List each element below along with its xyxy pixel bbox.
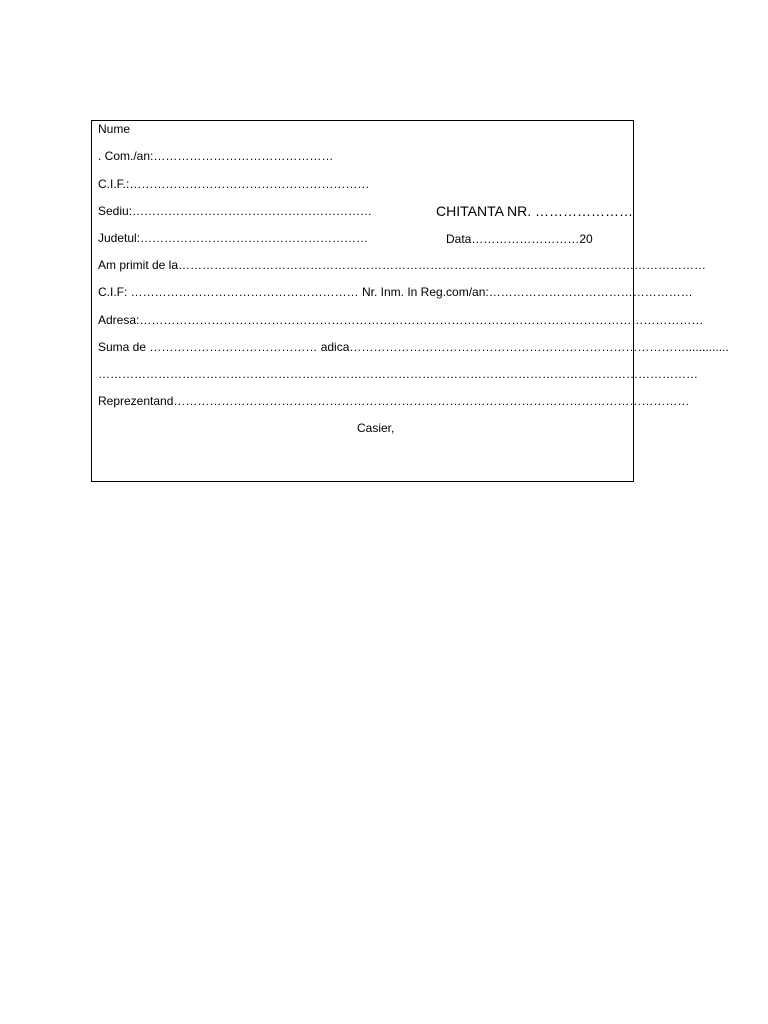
am-primit-field: Am primit de la……………………………………………………………………………………………………………………	[98, 258, 707, 272]
receipt-title: CHITANTA NR. …………………	[436, 203, 634, 219]
cif-field: C.I.F.:……………………………………………………	[98, 177, 370, 191]
reprezentand-field: Reprezentand…………………………………………………………………………………………………………………	[98, 394, 690, 408]
com-an-field: . Com./an:………………………………………	[98, 149, 334, 163]
receipt-form	[91, 120, 729, 482]
judetul-field: Judetul:…………………………………………………	[98, 231, 369, 245]
date-field: Data………………………20	[446, 232, 593, 246]
cif-nr-inm-field: C.I.F: ………………………………………………… Nr. Inm. In Reg.com/an:……………………………………………	[98, 285, 693, 299]
suma-field: Suma de …………………………………… adica………………………………………………………………………….............	[98, 340, 729, 354]
casier-label: Casier,	[357, 421, 395, 435]
nume-field: Nume	[98, 122, 131, 136]
adresa-field: Adresa:……………………………………………………………………………………………………………………………	[98, 313, 704, 327]
sediu-field: Sediu:……………………………………………………	[98, 204, 373, 218]
dots-line: ……………………………………………………………………………………………………………………………………	[98, 367, 698, 381]
